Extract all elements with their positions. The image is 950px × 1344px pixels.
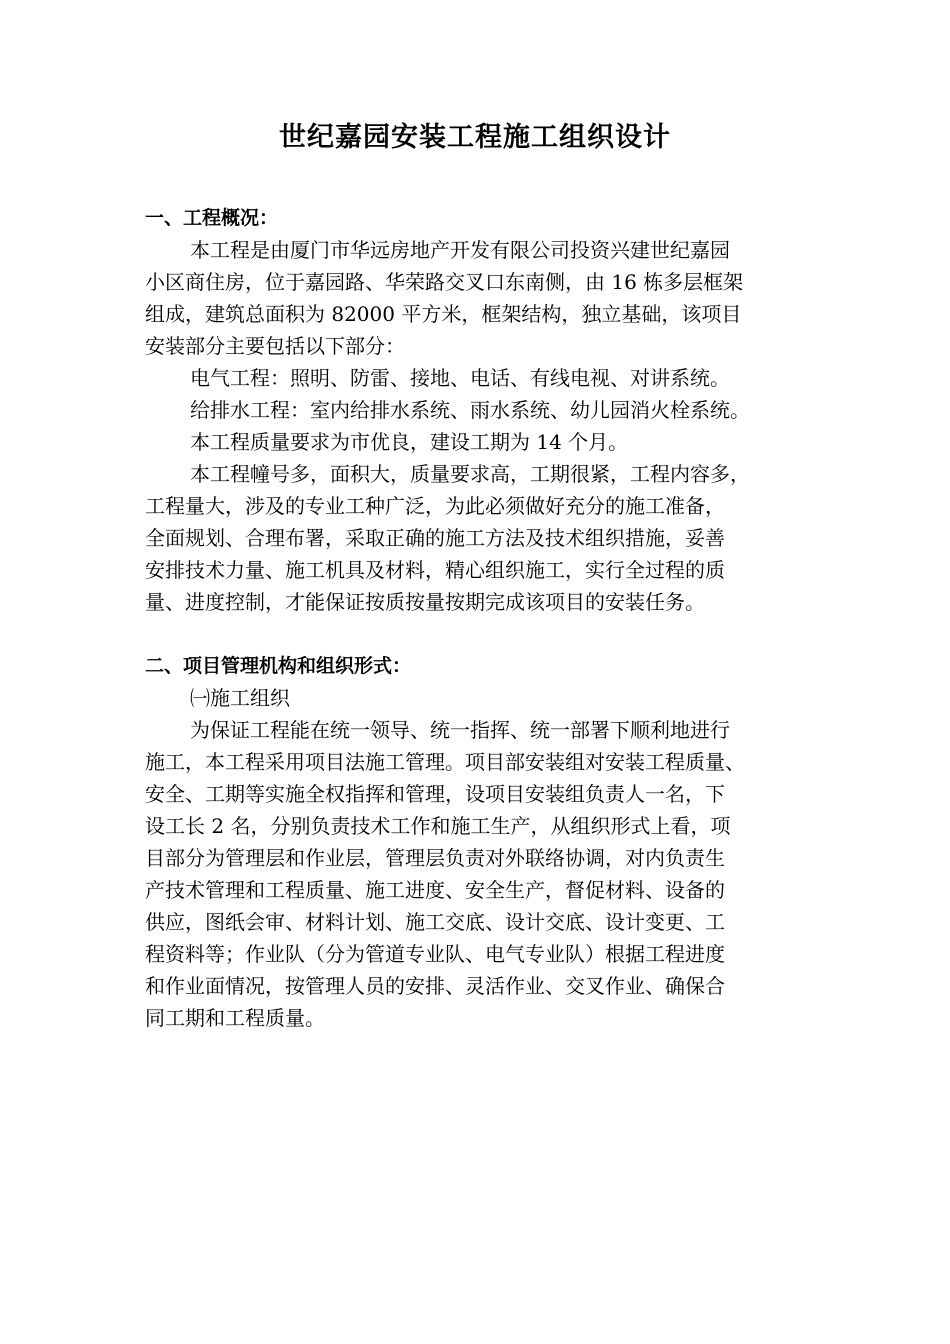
subsection-heading: ㈠施工组织	[190, 686, 290, 710]
paragraph-line: 组成，建筑总面积为 82000 平方米，框架结构，独立基础，该项目	[145, 302, 742, 326]
section-heading-overview: 一、工程概况：	[145, 207, 279, 229]
paragraph-line: 小区商住房，位于嘉园路、华荣路交叉口东南侧，由 16 栋多层框架	[145, 270, 744, 294]
paragraph-line: 本工程质量要求为市优良，建设工期为 14 个月。	[190, 430, 629, 454]
paragraph-line: 给排水工程：室内给排水系统、雨水系统、幼儿园消火栓系统。	[190, 398, 750, 422]
paragraph-line: 和作业面情况，按管理人员的安排、灵活作业、交叉作业、确保合	[145, 974, 725, 998]
paragraph-line: 供应，图纸会审、材料计划、施工交底、设计交底、设计变更、工	[145, 910, 725, 934]
paragraph-line: 设工长 2 名，分别负责技术工作和施工生产，从组织形式上看，项	[145, 814, 731, 838]
document-title: 世纪嘉园安装工程施工组织设计	[279, 122, 671, 153]
paragraph-line: 安全、工期等实施全权指挥和管理，设项目安装组负责人一名，下	[145, 782, 725, 806]
paragraph-line: 同工期和工程质量。	[145, 1006, 325, 1030]
paragraph-line: 产技术管理和工程质量、施工进度、安全生产，督促材料、设备的	[145, 878, 725, 902]
paragraph-line: 全面规划、合理布署，采取正确的施工方法及技术组织措施，妥善	[145, 526, 725, 550]
paragraph-line: 为保证工程能在统一领导、统一指挥、统一部署下顺利地进行	[190, 718, 730, 742]
paragraph-line: 程资料等；作业队（分为管道专业队、电气专业队）根据工程进度	[145, 942, 725, 966]
paragraph-line: 本工程是由厦门市华远房地产开发有限公司投资兴建世纪嘉园	[190, 238, 730, 262]
paragraph-line: 目部分为管理层和作业层，管理层负责对外联络协调，对内负责生	[145, 846, 725, 870]
paragraph-line: 工程量大，涉及的专业工种广泛，为此必须做好充分的施工准备，	[145, 494, 725, 518]
section-heading-organization: 二、项目管理机构和组织形式：	[145, 655, 412, 677]
paragraph-line: 电气工程：照明、防雷、接地、电话、有线电视、对讲系统。	[190, 366, 730, 390]
paragraph-line: 安装部分主要包括以下部分：	[145, 334, 405, 358]
paragraph-line: 量、进度控制，才能保证按质按量按期完成该项目的安装任务。	[145, 590, 705, 614]
paragraph-line: 施工，本工程采用项目法施工管理。项目部安装组对安装工程质量、	[145, 750, 745, 774]
paragraph-line: 安排技术力量、施工机具及材料，精心组织施工，实行全过程的质	[145, 558, 725, 582]
paragraph-line: 本工程幢号多，面积大，质量要求高，工期很紧，工程内容多，	[190, 462, 750, 486]
